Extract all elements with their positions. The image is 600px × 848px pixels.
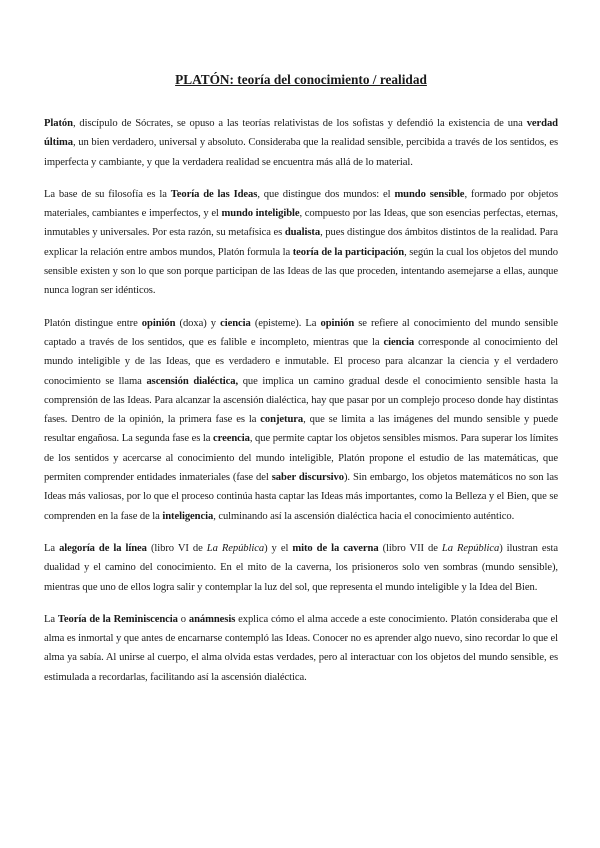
- bold-term: mundo inteligible: [221, 208, 300, 220]
- text-run: , compuesto por las Ideas, que son esencias perfectas, eternas, inmutables y universales. Por esta razón, su metafísica es: [44, 208, 558, 239]
- document-body: [44, 114, 558, 687]
- text-run: Platón distingue entre: [44, 317, 142, 329]
- text-run: ). Sin embargo, los objetos matemáticos no son las Ideas más valiosas, por lo que el proceso continúa hasta captar las Ideas más importantes, como la Belleza y el Bien, que se comprenden en la fase de la: [44, 472, 558, 522]
- page-title: PLATÓN: teoría del conocimiento / realidad: [175, 72, 427, 87]
- text-run: , que distingue dos mundos: el: [257, 188, 395, 200]
- text-run: , que permite captar los objetos sensibles mismos. Para superar los límites de los sentidos y acercarse al conocimiento del mundo inteligible, Platón propone el estudio de las matemáticas, que permiten comprender entidades inmateriales (fase del: [44, 433, 558, 484]
- text-run: corresponde al conocimiento del mundo inteligible y de las Ideas, que es verdadero e inmutable. El proceso para alcanzar la ciencia y el verdadero conocimiento se llama: [44, 336, 558, 387]
- text-run: La: [44, 613, 58, 625]
- text-run: que implica un camino gradual desde el conocimiento sensible hasta la comprensión de las Ideas. Para alcanzar la ascensión dialéctica, hay que pasar por un complejo proceso donde hay distintas fases. Dentro de la opinión, la primera fase es la: [44, 375, 559, 426]
- text-run: (doxa) y: [175, 317, 221, 329]
- text-run: ) ilustran esta dualidad y el camino del conocimiento. En el mito de la caverna, los prisioneros solo ven sombras (mundo sensible), mientras que uno de ellos logra salir y contemplar la luz del sol, que representa el mundo inteligible y la Idea del Bien.: [44, 542, 559, 593]
- bold-term: ascensión dialéctica,: [146, 375, 239, 387]
- bold-term: opinión: [141, 317, 176, 329]
- bold-term: Teoría de la Reminiscencia: [57, 613, 178, 625]
- bold-term: mundo sensible: [394, 188, 465, 200]
- bold-term: creencia: [213, 433, 250, 445]
- bold-term: ciencia: [220, 317, 251, 329]
- bold-term: Platón: [44, 118, 73, 129]
- bold-term: saber discursivo: [271, 472, 344, 484]
- bold-term: alegoría de la línea: [59, 542, 147, 554]
- text-run: explica cómo el alma accede a este conocimiento. Platón consideraba que el alma es inmortal y que antes de encarnarse contempló las Ideas. Conocer no es aprender algo nuevo, sino recordar lo que el alma ya sabía. Al unirse al cuerpo, el alma olvida estas verdades, pero al interactuar con los objetos del mundo sensible, es estimulada a recordarlas, facilitando así la ascensión dialéctica.: [44, 613, 558, 683]
- text-run: , un bien verdadero, universal y absoluto. Consideraba que la realidad sensible, percibida a través de los sentidos, es imperfecta y cambiante, y que la verdadera realidad se encuentra más allá de lo material.: [44, 137, 558, 168]
- text-run: ) y el: [264, 542, 293, 554]
- text-run: , según la cual los objetos del mundo sensible existen y son lo que son porque participan de las Ideas de las que proceden, intentando asemejarse a ellas, aunque nunca logran ser idénticos.: [44, 246, 558, 297]
- paragraph: [44, 610, 558, 687]
- text-run: o: [177, 613, 189, 625]
- text-run: , culminando así la ascensión dialéctica hacia el conocimiento auténtico.: [213, 510, 515, 522]
- bold-term: teoría de la participación: [292, 246, 405, 258]
- paragraph: [44, 114, 558, 172]
- bold-term: anámnesis: [188, 613, 236, 625]
- bold-term: verdad última: [44, 118, 558, 149]
- paragraph: [44, 185, 558, 301]
- paragraph: [44, 314, 558, 526]
- text-run: La base de su filosofía es la: [44, 188, 171, 200]
- bold-term: Teoría de las Ideas: [170, 188, 258, 200]
- text-run: (episteme). La: [250, 317, 321, 329]
- italic-title: La República: [441, 542, 500, 554]
- text-run: , que se limita a las imágenes del mundo sensible y puede resultar engañosa. La segunda fase es la: [44, 414, 559, 445]
- italic-title: La República: [206, 542, 265, 554]
- text-run: , pues distingue dos ámbitos distintos de la realidad. Para explicar la relación entre ambos mundos, Platón formula la: [44, 227, 558, 258]
- bold-term: ciencia: [383, 336, 415, 348]
- text-run: , formado por objetos materiales, cambiantes e imperfectos, y el: [44, 188, 558, 220]
- bold-term: inteligencia: [162, 510, 214, 522]
- paragraph: [44, 539, 558, 597]
- text-run: La: [44, 542, 60, 554]
- bold-term: mito de la caverna: [292, 542, 379, 554]
- text-run: , discípulo de Sócrates, se opuso a las teorías relativistas de los sofistas y defendió la existencia de una: [72, 118, 527, 129]
- text-run: (libro VII de: [378, 542, 442, 554]
- bold-term: opinión: [320, 317, 355, 329]
- text-run: se refiere al conocimiento del mundo sensible captado a través de los sentidos, que es falible e incompleto, mientras que la: [44, 317, 558, 348]
- text-run: (libro VI de: [146, 542, 207, 554]
- bold-term: conjetura: [260, 414, 304, 426]
- bold-term: dualista: [284, 227, 321, 239]
